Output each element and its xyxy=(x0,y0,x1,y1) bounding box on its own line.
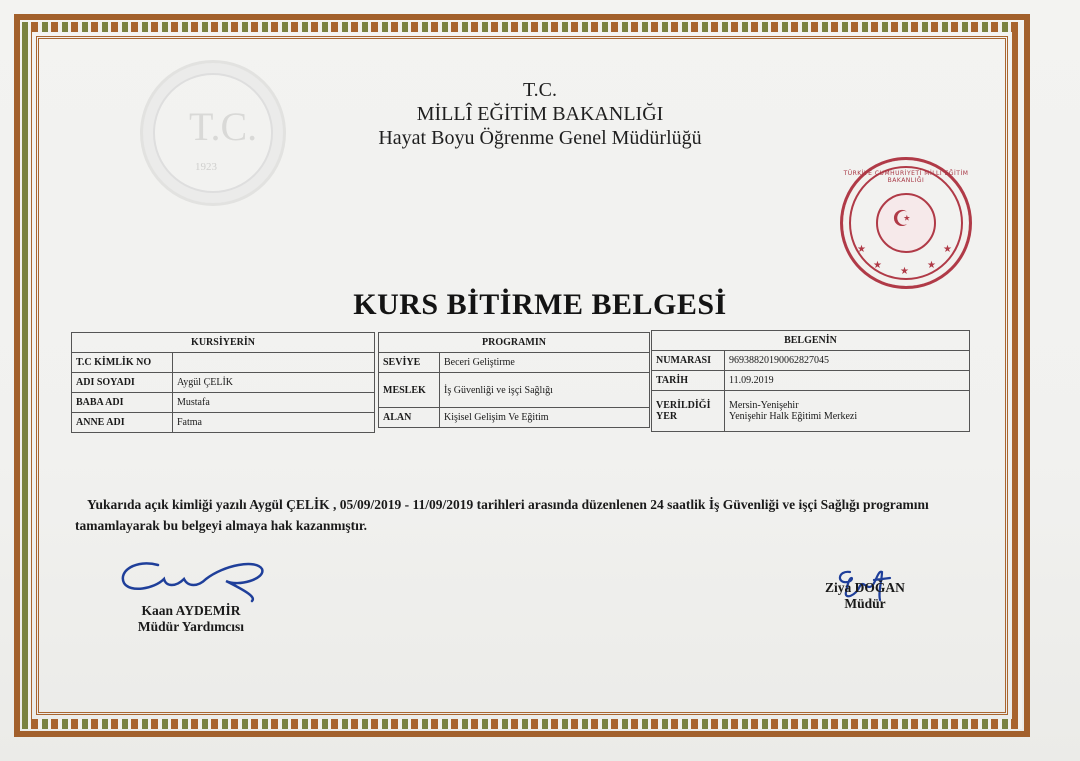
star-icon: ★ xyxy=(900,266,909,277)
document-table xyxy=(651,330,970,432)
star-icon: ★ xyxy=(857,244,866,255)
father-name-label: BABA ADI xyxy=(72,393,173,413)
embossed-seal-text: T.C. xyxy=(189,104,258,149)
issue-place-value xyxy=(725,391,970,432)
program-heading: PROGRAMIN xyxy=(379,333,650,353)
handwritten-signature-icon xyxy=(106,557,276,603)
table-row xyxy=(652,391,970,432)
star-icon: ★ xyxy=(927,260,936,271)
signature-block-right xyxy=(780,566,950,612)
document-number-value: 969388201900628270​45 xyxy=(725,351,970,371)
issue-place-city: Mersin-Yenişehir xyxy=(729,400,799,411)
ministry-seal-text: TÜRKİYE CUMHURİYETİ MİLLÎ EĞİTİM BAKANLIĞI xyxy=(843,170,969,184)
field-value: Kişisel Gelişim Ve Eğitim xyxy=(440,408,650,428)
certificate-statement: Yukarıda açık kimliği yazılı Aygül ÇELİK , 05/09/2019 - 11/09/2019 tarihleri arasında düzenlenen 24 saatlik İş Güvenliği ve işçi Sağlığı programını tamamlayarak bu belgeyi almaya hak kazanmıştır. xyxy=(75,497,929,533)
ministry-seal xyxy=(840,157,972,289)
date-value: 11.09.2019 xyxy=(725,371,970,391)
document-heading: BELGENİN xyxy=(652,331,970,351)
embossed-seal xyxy=(140,60,286,206)
star-icon: ★ xyxy=(873,260,882,271)
level-label: SEVİYE xyxy=(379,353,440,373)
star-icon: ★ xyxy=(943,244,952,255)
mother-name-label: ANNE ADI xyxy=(72,413,173,433)
header-line-1: T.C. xyxy=(522,79,558,101)
embossed-seal-year: 1923 xyxy=(195,161,217,173)
father-name-value: Mustafa xyxy=(173,393,375,413)
field-label: ALAN xyxy=(379,408,440,428)
id-number-value xyxy=(173,353,375,373)
issue-place-institution: Yenişehir Halk Eğitimi Merkezi xyxy=(729,411,858,422)
table-row xyxy=(72,413,375,433)
occupation-value: İş Güvenliği ve işçi Sağlığı xyxy=(440,373,650,408)
certificate-title: KURS BİTİRME BELGESİ xyxy=(353,288,727,321)
signatory-left-role: Müdür Yardımcısı xyxy=(137,619,245,634)
table-row xyxy=(379,373,650,408)
program-table xyxy=(378,332,650,428)
occupation-label: MESLEK xyxy=(379,373,440,408)
id-number-label: T.C KİMLİK NO xyxy=(72,353,173,373)
full-name-label: ADI SOYADI xyxy=(72,373,173,393)
signatory-right-name: Ziya DOĞAN xyxy=(825,580,905,595)
trainee-table xyxy=(71,332,375,433)
table-row xyxy=(72,373,375,393)
table-row xyxy=(652,351,970,371)
document-number-label: NUMARASI xyxy=(652,351,725,371)
trainee-heading: KURSİYERİN xyxy=(72,333,375,353)
table-row xyxy=(72,393,375,413)
table-row xyxy=(379,408,650,428)
signatory-left-name: Kaan AYDEMİR xyxy=(141,603,241,618)
signatory-right-role: Müdür xyxy=(844,596,886,611)
full-name-value: Aygül ÇELİK xyxy=(173,373,375,393)
issuer-header xyxy=(300,78,780,150)
mother-name-value: Fatma xyxy=(173,413,375,433)
level-value: Beceri Geliştirme xyxy=(440,353,650,373)
header-line-3: Hayat Boyu Öğrenme Genel Müdürlüğü xyxy=(378,127,702,149)
header-line-2: MİLLÎ EĞİTİM BAKANLIĞI xyxy=(416,103,664,125)
issue-place-label: VERİLDİĞİ YER xyxy=(652,391,725,432)
table-row xyxy=(72,353,375,373)
table-row xyxy=(379,353,650,373)
crescent-star-icon: ☪ xyxy=(892,206,912,231)
date-label: TARİH xyxy=(652,371,725,391)
table-row xyxy=(652,371,970,391)
signature-block-left xyxy=(96,557,286,635)
